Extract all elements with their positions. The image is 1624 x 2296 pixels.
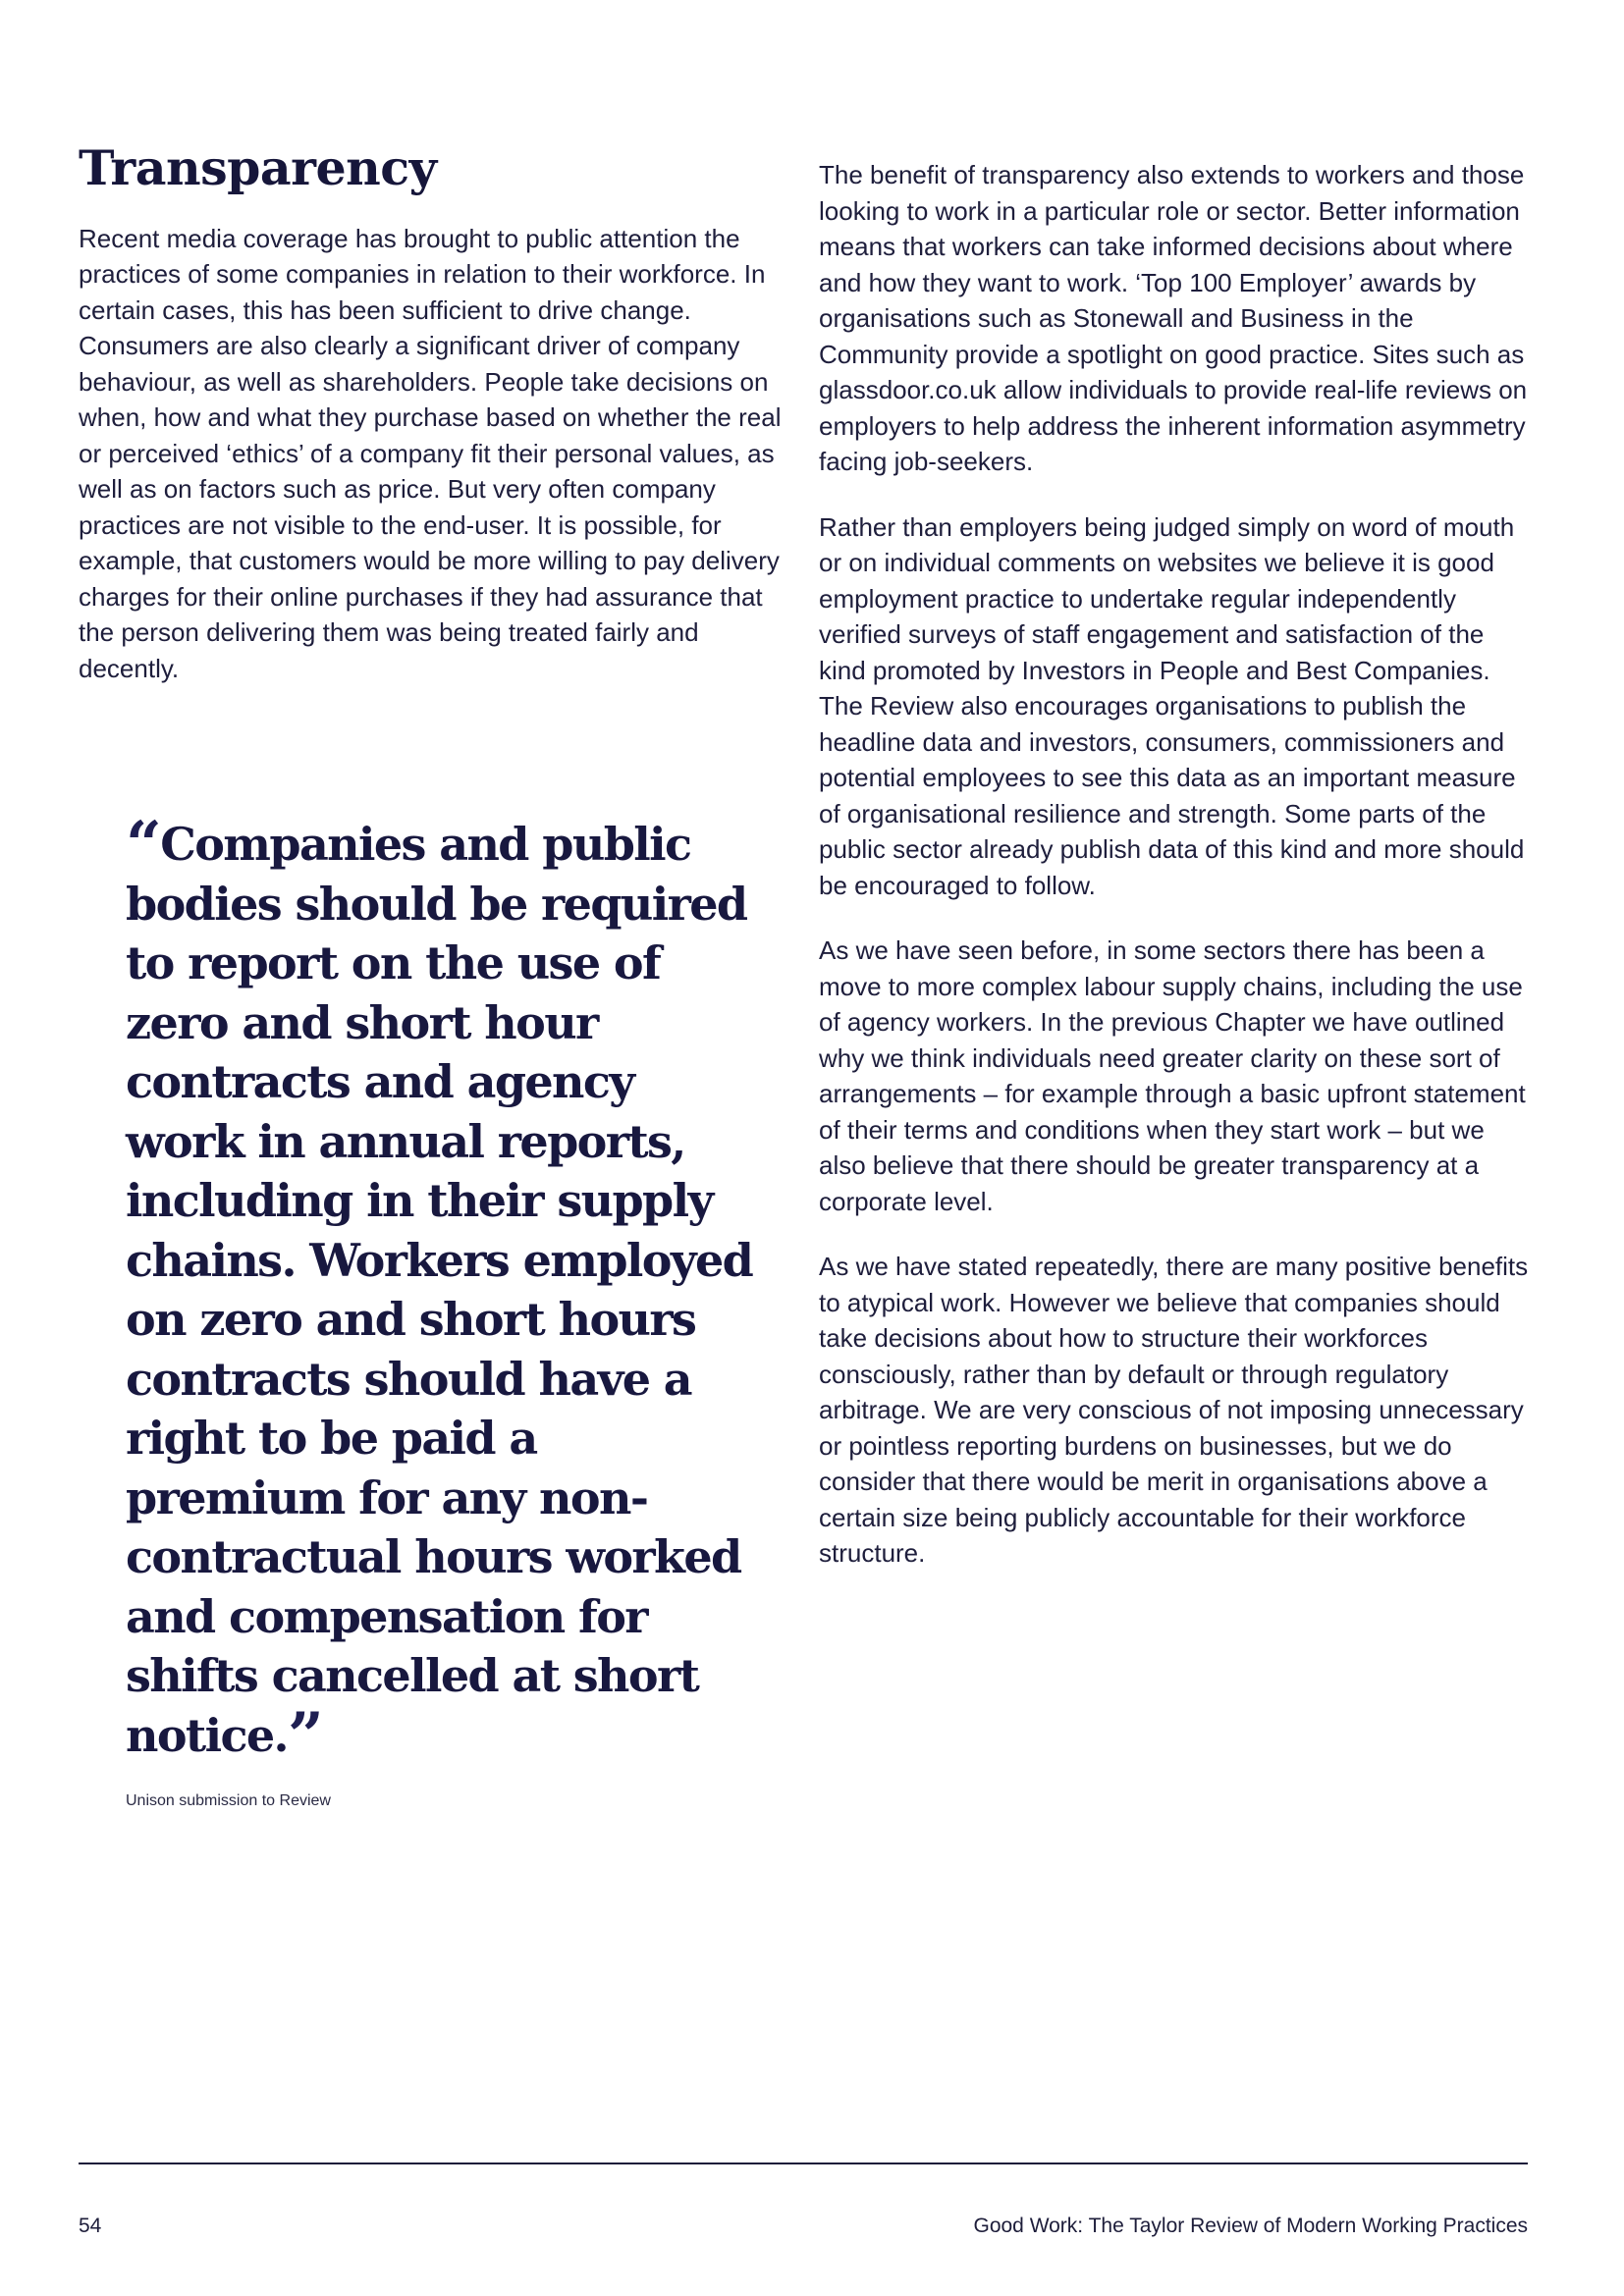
- body-paragraph: As we have stated repeatedly, there are many positive benefits to atypical work. However we believe that companies should take decisions about how to structure their workforces consciously, rather than by default or through regulatory arbitrage. We are very conscious of not imposing unnecessary or pointless reporting burdens on businesses, but we do consider that there would be merit in organisations above a certain size being publicly accountable for their workforce structure.: [819, 1252, 1529, 1568]
- right-column: [819, 157, 1536, 1601]
- body-paragraph: The benefit of transparency also extends to workers and those looking to work in a particular role or sector. Better information means that workers can take informed decisions about where and how they want to work. ‘Top 100 Employer’ awards by organisations such as Stonewall and Business in the Community provide a spotlight on good practice. Sites such as glassdoor.co.uk allow individuals to provide real-life reviews on employers to help address the inherent information asymmetry facing job-seekers.: [819, 160, 1528, 476]
- document-title: Good Work: The Taylor Review of Modern Working Practices: [973, 2215, 1528, 2237]
- body-paragraph: Rather than employers being judged simply on word of mouth or on individual comments on websites we believe it is good employment practice to undertake regular independently verified surveys of staff engagement and satisfaction of the kind promoted by Investors in People and Best Companies. The Review also encourages organisations to publish the headline data and investors, consumers, commissioners and potential employees to see this data as an important measure of organisational resilience and strength. Some parts of the public sector already publish data of this kind and more should be encouraged to follow.: [819, 511, 1525, 900]
- page-number: 54: [79, 2215, 102, 2237]
- close-quote-mark: ”: [287, 1698, 323, 1773]
- body-paragraph-left: Recent media coverage has brought to public attention the practices of some companies in relation to their workforce. In certain cases, this has been sufficient to drive change. Consumers are also clearly a significant driver of company behaviour, as well as shareholders. People take decisions on when, how and what they purchase based on whether the real or perceived ‘ethics’ of a company fit their personal values, as well as on factors such as price. But very often company practices are not visible to the end-user. It is possible, for example, that customers would be more willing to pay delivery charges for their online purchases if they had assurance that the person delivering them was being treated fairly and decently.: [79, 223, 782, 683]
- left-column: [79, 139, 785, 686]
- pull-quote-text-block: [126, 808, 764, 1773]
- section-heading: Transparency: [79, 139, 437, 196]
- pull-quote: [126, 808, 764, 1810]
- footer-divider: [79, 2163, 1528, 2164]
- quote-attribution: Unison submission to Review: [126, 1792, 331, 1809]
- open-quote-mark: “: [126, 808, 161, 881]
- body-paragraph: As we have seen before, in some sectors there has been a move to more complex labour supply chains, including the use of agency workers. In the previous Chapter we have outlined why we think individuals need greater clarity on these sort of arrangements – for example through a basic upfront statement of their terms and conditions when they start work – but we also believe that there should be greater transparency at a corporate level.: [819, 935, 1526, 1216]
- pull-quote-text: Companies and public bodies should be required to report on the use of zero and short hour contracts and agency work in annual reports, including in their supply chains. Workers employed on zero and short hours contracts should have a right to be paid a premium for any non-contractual hours worked and compensation for shifts cancelled at short notice.: [126, 818, 753, 1762]
